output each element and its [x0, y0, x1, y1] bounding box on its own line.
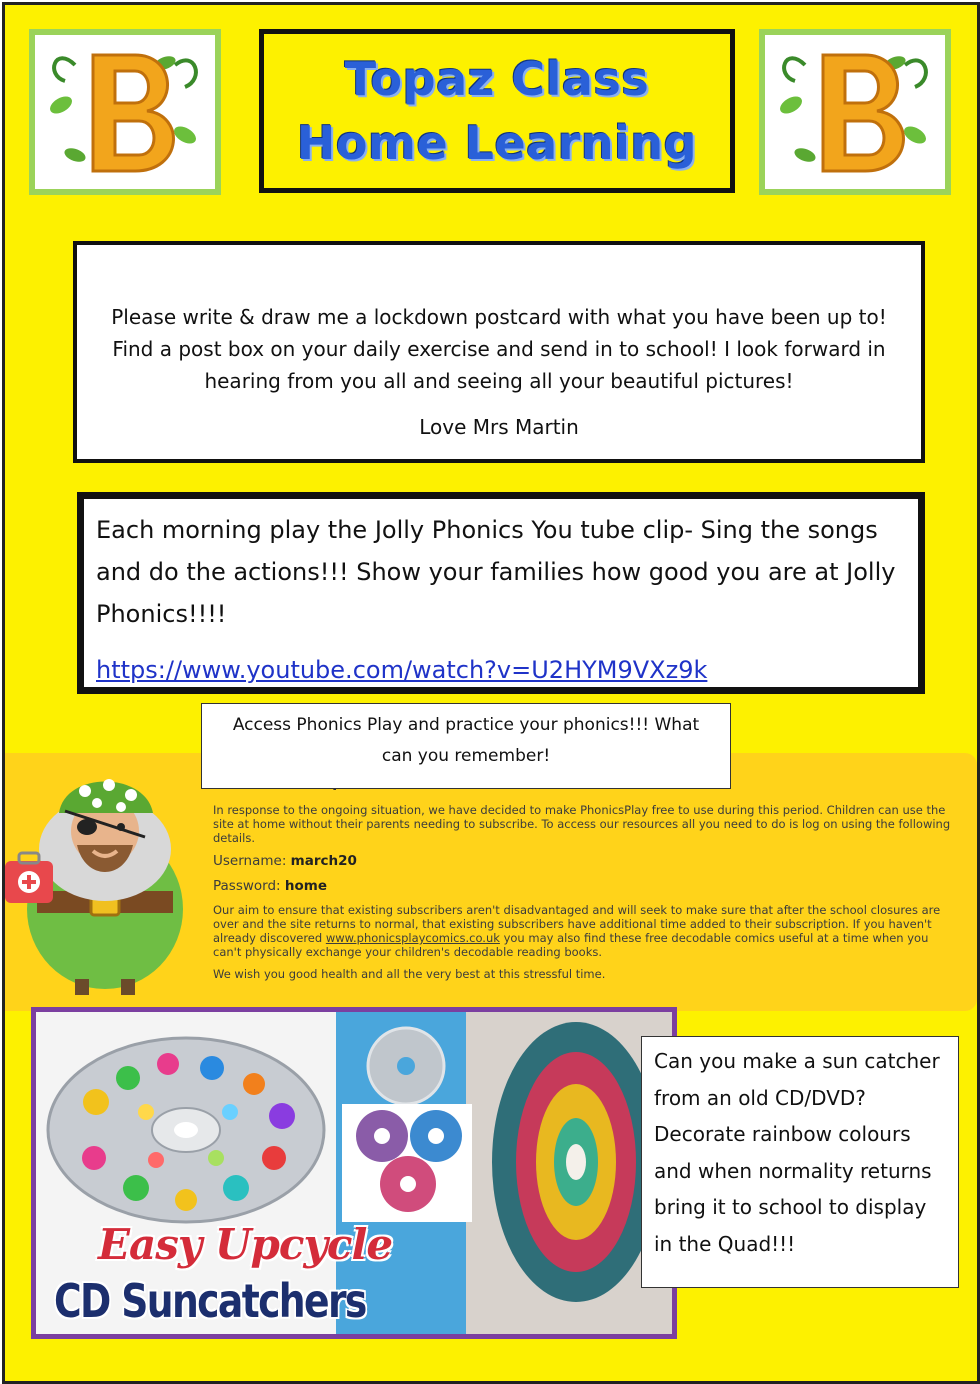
jolly-phonics-box	[77, 492, 925, 694]
letter-b-logo-left	[29, 29, 221, 195]
suncatcher-activity: Can you make a sun catcher from an old CD/DVD? Decorate rainbow colours and when normality returns bring it to school to display in the Quad!!!	[641, 1036, 959, 1288]
pirate-mascot-icon	[5, 761, 205, 997]
letter-b-logo-right	[759, 29, 951, 195]
password-row	[213, 878, 959, 895]
postcard-instructions	[73, 241, 925, 463]
title-banner	[259, 29, 735, 193]
aim-text-before: Our aim to ensure that existing subscribers aren't disadvantaged and will seek to make sure that after the school closures are over and the site returns to normal, that existing subscribers have additional time added to their subscription. If you haven't already discovered	[213, 903, 941, 945]
update-body	[213, 803, 959, 989]
vine-letter-b-icon	[765, 35, 945, 189]
suncatcher-title-1: Easy Upcycle	[98, 1220, 393, 1269]
postcard-signoff: Love Mrs Martin	[419, 415, 579, 439]
postcard-text: Please write & draw me a lockdown postcard with what you have been up to! Find a post box on your daily exercise and send in to school! I look forward in hearing from you all and seeing all your beautiful pictures!	[111, 305, 887, 393]
aim-text-after: you may also find these free decodable comics useful at a time when you can't physically exchange your children's decodable reading books.	[213, 931, 929, 959]
update-aim	[213, 903, 959, 959]
username-row	[213, 853, 959, 870]
phonics-play-callout: Access Phonics Play and practice your phonics!!! What can you remember!	[201, 703, 731, 789]
update-intro: In response to the ongoing situation, we have decided to make PhonicsPlay free to use during this period. Children can use the site at home without their parents needing to subscribe. To access our resources all you need to do is log on using the following details.	[213, 803, 951, 845]
password-label: Password:	[213, 878, 281, 894]
youtube-link[interactable]: https://www.youtube.com/watch?v=U2HYM9VXz9k	[96, 656, 708, 684]
password-value: home	[284, 878, 328, 894]
cd-suncatcher-image	[31, 1007, 677, 1339]
suncatcher-title-2: CD Suncatchers	[54, 1274, 366, 1328]
update-wish: We wish you good health and all the very best at this stressful time.	[213, 967, 606, 981]
vine-letter-b-icon	[35, 35, 215, 189]
phonics-play-update	[5, 753, 977, 1011]
jolly-phonics-text: Each morning play the Jolly Phonics You tube clip- Sing the songs and do the actions!!! Show your families how good you are at Jolly Phonics!!!!	[96, 516, 896, 628]
flyer-page	[2, 2, 980, 1384]
title-line-2: Home Learning	[296, 116, 698, 170]
username-label: Username:	[213, 853, 287, 869]
username-value: march20	[290, 853, 357, 869]
comics-link[interactable]: www.phonicsplaycomics.co.uk	[325, 931, 500, 945]
title-line-1: Topaz Class	[344, 52, 650, 106]
